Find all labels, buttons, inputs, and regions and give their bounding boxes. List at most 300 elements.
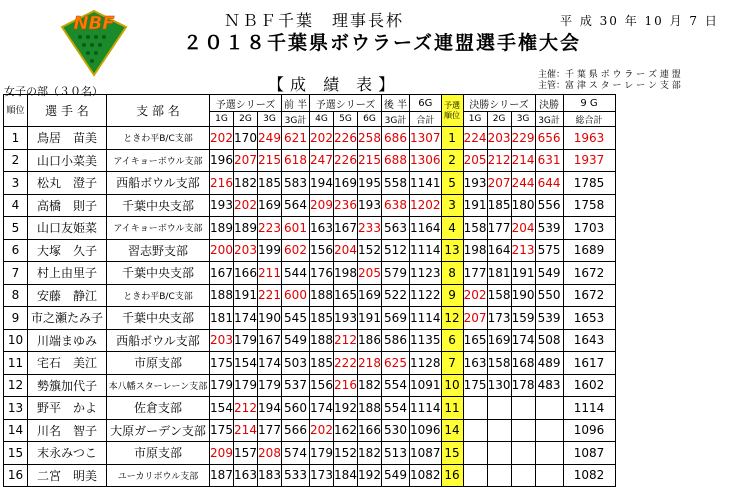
game-1-score: 154 bbox=[210, 397, 234, 420]
game-5-score: 152 bbox=[334, 442, 358, 465]
final-total bbox=[535, 397, 563, 420]
game-5-score: 162 bbox=[334, 419, 358, 442]
player-name: 二宮 明美 bbox=[28, 464, 107, 487]
second-half-total: 638 bbox=[382, 194, 410, 217]
prelim-rank: 10 bbox=[441, 374, 463, 397]
branch-name: 千葉中央支部 bbox=[107, 262, 210, 285]
final-game-3-score bbox=[511, 397, 535, 420]
first-half-total: 503 bbox=[282, 352, 310, 375]
final-total: 549 bbox=[535, 262, 563, 285]
header-6g-total: 合計 bbox=[410, 112, 442, 127]
six-game-total: 1122 bbox=[410, 284, 442, 307]
final-game-2-score: 212 bbox=[487, 149, 511, 172]
svg-text:NBF: NBF bbox=[73, 13, 115, 34]
final-game-1-score: 165 bbox=[463, 329, 487, 352]
first-half-total: 600 bbox=[282, 284, 310, 307]
six-game-total: 1141 bbox=[410, 172, 442, 195]
header-final-total: 3G計 bbox=[535, 112, 563, 127]
rank-cell: 10 bbox=[4, 329, 28, 352]
game-5-score: 165 bbox=[334, 284, 358, 307]
game-6-score: 218 bbox=[358, 352, 382, 375]
header-g4: 4G bbox=[310, 112, 334, 127]
game-2-score: 154 bbox=[234, 352, 258, 375]
branch-name: 市原支部 bbox=[107, 442, 210, 465]
grand-total: 1096 bbox=[563, 419, 615, 442]
six-game-total: 1307 bbox=[410, 127, 442, 150]
second-half-total: 513 bbox=[382, 442, 410, 465]
prelim-rank: 6 bbox=[441, 329, 463, 352]
header-prelim-series-2: 予選シリーズ bbox=[310, 95, 382, 112]
final-game-3-score: 190 bbox=[511, 284, 535, 307]
final-game-1-score bbox=[463, 397, 487, 420]
second-half-total: 554 bbox=[382, 374, 410, 397]
final-game-3-score: 244 bbox=[511, 172, 535, 195]
game-3-score: 169 bbox=[258, 194, 282, 217]
rank-cell: 8 bbox=[4, 284, 28, 307]
second-half-total: 512 bbox=[382, 239, 410, 262]
game-2-score: 163 bbox=[234, 464, 258, 487]
six-game-total: 1096 bbox=[410, 419, 442, 442]
final-game-2-score: 207 bbox=[487, 172, 511, 195]
grand-total: 1087 bbox=[563, 442, 615, 465]
branch-name: 市原支部 bbox=[107, 352, 210, 375]
game-1-score: 175 bbox=[210, 419, 234, 442]
branch-name: 千葉中央支部 bbox=[107, 194, 210, 217]
branch-name: ときわ平B/C支部 bbox=[107, 284, 210, 307]
rank-cell: 7 bbox=[4, 262, 28, 285]
game-6-score: 195 bbox=[358, 172, 382, 195]
first-half-total: 621 bbox=[282, 127, 310, 150]
final-total bbox=[535, 419, 563, 442]
prelim-rank: 7 bbox=[441, 352, 463, 375]
second-half-total: 569 bbox=[382, 307, 410, 330]
final-total: 556 bbox=[535, 194, 563, 217]
first-half-total: 537 bbox=[282, 374, 310, 397]
organizer-info bbox=[538, 70, 681, 92]
second-half-total: 688 bbox=[382, 149, 410, 172]
table-row bbox=[4, 352, 616, 375]
player-name: 山口友姫菜 bbox=[28, 217, 107, 240]
six-game-total: 1091 bbox=[410, 374, 442, 397]
header-6g: 6G bbox=[410, 95, 442, 112]
game-1-score: 216 bbox=[210, 172, 234, 195]
first-half-total: 601 bbox=[282, 217, 310, 240]
rank-cell: 11 bbox=[4, 352, 28, 375]
header-second-half: 後 半 bbox=[382, 95, 410, 112]
organizer: 主催：千 葉 県 ボ ウ ラ ー ズ 連 盟 bbox=[538, 70, 681, 80]
rank-cell: 5 bbox=[4, 217, 28, 240]
game-2-score: 170 bbox=[234, 127, 258, 150]
final-game-1-score: 158 bbox=[463, 217, 487, 240]
host: 主管：富 津 ス タ ー レ ー ン 支 部 bbox=[538, 81, 681, 91]
game-6-score: 192 bbox=[358, 464, 382, 487]
six-game-total: 1114 bbox=[410, 239, 442, 262]
first-half-total: 560 bbox=[282, 397, 310, 420]
game-2-score: 214 bbox=[234, 419, 258, 442]
rank-cell: 4 bbox=[4, 194, 28, 217]
game-4-score: 185 bbox=[310, 352, 334, 375]
final-game-3-score bbox=[511, 419, 535, 442]
final-game-1-score: 224 bbox=[463, 127, 487, 150]
grand-total: 1653 bbox=[563, 307, 615, 330]
game-1-score: 193 bbox=[210, 194, 234, 217]
game-6-score: 258 bbox=[358, 127, 382, 150]
nbf-logo bbox=[58, 7, 130, 77]
game-4-score: 247 bbox=[310, 149, 334, 172]
rank-cell: 15 bbox=[4, 442, 28, 465]
header-prelim-series-1: 予選シリーズ bbox=[210, 95, 282, 112]
final-game-2-score: 203 bbox=[487, 127, 511, 150]
game-5-score: 216 bbox=[334, 374, 358, 397]
game-5-score: 184 bbox=[334, 464, 358, 487]
rank-cell: 2 bbox=[4, 149, 28, 172]
grand-total: 1758 bbox=[563, 194, 615, 217]
final-game-1-score bbox=[463, 419, 487, 442]
game-6-score: 186 bbox=[358, 329, 382, 352]
header-g2: 2G bbox=[234, 112, 258, 127]
branch-name: 千葉中央支部 bbox=[107, 307, 210, 330]
results-heading: 【成 績 表】 bbox=[268, 75, 401, 94]
game-1-score: 167 bbox=[210, 262, 234, 285]
table-row bbox=[4, 172, 616, 195]
player-name: 勢籏加代子 bbox=[28, 374, 107, 397]
six-game-total: 1164 bbox=[410, 217, 442, 240]
game-3-score: 223 bbox=[258, 217, 282, 240]
game-5-score: 204 bbox=[334, 239, 358, 262]
game-6-score: 205 bbox=[358, 262, 382, 285]
rank-cell: 3 bbox=[4, 172, 28, 195]
grand-total: 1937 bbox=[563, 149, 615, 172]
six-game-total: 1123 bbox=[410, 262, 442, 285]
player-name: 川端まゆみ bbox=[28, 329, 107, 352]
second-half-total: 554 bbox=[382, 397, 410, 420]
game-3-score: 183 bbox=[258, 464, 282, 487]
game-3-score: 177 bbox=[258, 419, 282, 442]
final-game-2-score: 173 bbox=[487, 307, 511, 330]
game-4-score: 174 bbox=[310, 397, 334, 420]
first-half-total: 618 bbox=[282, 149, 310, 172]
game-5-score: 192 bbox=[334, 397, 358, 420]
prelim-rank: 5 bbox=[441, 172, 463, 195]
player-name: 鳥居 苗美 bbox=[28, 127, 107, 150]
first-half-total: 574 bbox=[282, 442, 310, 465]
player-name: 山口小菜美 bbox=[28, 149, 107, 172]
header-final-series: 決勝シリーズ bbox=[463, 95, 535, 112]
game-3-score: 167 bbox=[258, 329, 282, 352]
game-3-score: 249 bbox=[258, 127, 282, 150]
game-1-score: 188 bbox=[210, 284, 234, 307]
player-name: 川名 智子 bbox=[28, 419, 107, 442]
grand-total: 1114 bbox=[563, 397, 615, 420]
prelim-rank: 8 bbox=[441, 262, 463, 285]
final-game-3-score: 168 bbox=[511, 352, 535, 375]
header-branch: 支 部 名 bbox=[107, 95, 210, 127]
header-9g: 9 G bbox=[563, 95, 615, 112]
game-2-score: 203 bbox=[234, 239, 258, 262]
final-game-1-score: 205 bbox=[463, 149, 487, 172]
game-4-score: 188 bbox=[310, 284, 334, 307]
header-final-g3: 3G bbox=[511, 112, 535, 127]
header-first-half: 前 半 bbox=[282, 95, 310, 112]
game-6-score: 169 bbox=[358, 284, 382, 307]
game-5-score: 198 bbox=[334, 262, 358, 285]
final-game-3-score: 213 bbox=[511, 239, 535, 262]
second-half-total: 625 bbox=[382, 352, 410, 375]
final-total: 575 bbox=[535, 239, 563, 262]
final-game-3-score: 178 bbox=[511, 374, 535, 397]
branch-name: 西船ボウル支部 bbox=[107, 329, 210, 352]
game-4-score: 156 bbox=[310, 239, 334, 262]
first-half-total: 545 bbox=[282, 307, 310, 330]
first-half-total: 602 bbox=[282, 239, 310, 262]
game-3-score: 174 bbox=[258, 352, 282, 375]
final-game-2-score: 169 bbox=[487, 329, 511, 352]
second-half-total: 563 bbox=[382, 217, 410, 240]
game-1-score: 196 bbox=[210, 149, 234, 172]
six-game-total: 1128 bbox=[410, 352, 442, 375]
prelim-rank: 2 bbox=[441, 149, 463, 172]
prelim-rank: 12 bbox=[441, 307, 463, 330]
header-g1: 1G bbox=[210, 112, 234, 127]
game-4-score: 176 bbox=[310, 262, 334, 285]
final-game-3-score: 159 bbox=[511, 307, 535, 330]
game-2-score: 182 bbox=[234, 172, 258, 195]
final-game-2-score bbox=[487, 464, 511, 487]
header-final-g2: 2G bbox=[487, 112, 511, 127]
branch-name: 大原ガーデン支部 bbox=[107, 419, 210, 442]
game-4-score: 202 bbox=[310, 127, 334, 150]
prelim-rank: 16 bbox=[441, 464, 463, 487]
game-5-score: 222 bbox=[334, 352, 358, 375]
player-name: 野平 かよ bbox=[28, 397, 107, 420]
grand-total: 1602 bbox=[563, 374, 615, 397]
rank-cell: 13 bbox=[4, 397, 28, 420]
rank-cell: 1 bbox=[4, 127, 28, 150]
table-row bbox=[4, 329, 616, 352]
final-game-1-score: 175 bbox=[463, 374, 487, 397]
branch-name: ユーカリボウル支部 bbox=[107, 464, 210, 487]
grand-total: 1643 bbox=[563, 329, 615, 352]
game-1-score: 179 bbox=[210, 374, 234, 397]
game-6-score: 215 bbox=[358, 149, 382, 172]
final-game-3-score: 214 bbox=[511, 149, 535, 172]
game-6-score: 152 bbox=[358, 239, 382, 262]
game-1-score: 200 bbox=[210, 239, 234, 262]
final-game-1-score: 177 bbox=[463, 262, 487, 285]
six-game-total: 1202 bbox=[410, 194, 442, 217]
branch-name: 本八幡スターレーン支部 bbox=[107, 374, 210, 397]
second-half-total: 522 bbox=[382, 284, 410, 307]
header-g5: 5G bbox=[334, 112, 358, 127]
game-5-score: 226 bbox=[334, 149, 358, 172]
player-name: 宅石 美江 bbox=[28, 352, 107, 375]
game-4-score: 185 bbox=[310, 307, 334, 330]
player-name: 村上由里子 bbox=[28, 262, 107, 285]
first-half-total: 566 bbox=[282, 419, 310, 442]
game-6-score: 191 bbox=[358, 307, 382, 330]
game-3-score: 194 bbox=[258, 397, 282, 420]
game-1-score: 181 bbox=[210, 307, 234, 330]
second-half-total: 549 bbox=[382, 464, 410, 487]
six-game-total: 1114 bbox=[410, 397, 442, 420]
game-3-score: 179 bbox=[258, 374, 282, 397]
final-game-1-score: 191 bbox=[463, 194, 487, 217]
results-body bbox=[4, 127, 616, 487]
branch-name: 佐倉支部 bbox=[107, 397, 210, 420]
final-game-2-score: 181 bbox=[487, 262, 511, 285]
table-row bbox=[4, 262, 616, 285]
branch-name: 西船ボウル支部 bbox=[107, 172, 210, 195]
player-name: 大塚 久子 bbox=[28, 239, 107, 262]
game-4-score: 156 bbox=[310, 374, 334, 397]
branch-name: 習志野支部 bbox=[107, 239, 210, 262]
game-4-score: 173 bbox=[310, 464, 334, 487]
prelim-rank: 1 bbox=[441, 127, 463, 150]
final-game-2-score: 164 bbox=[487, 239, 511, 262]
final-game-3-score: 204 bbox=[511, 217, 535, 240]
game-4-score: 188 bbox=[310, 329, 334, 352]
game-1-score: 189 bbox=[210, 217, 234, 240]
results-table bbox=[3, 94, 616, 487]
game-6-score: 182 bbox=[358, 442, 382, 465]
player-name: 松丸 澄子 bbox=[28, 172, 107, 195]
player-name: 末永みつこ bbox=[28, 442, 107, 465]
six-game-total: 1087 bbox=[410, 442, 442, 465]
branch-name: ときわ平B/C支部 bbox=[107, 127, 210, 150]
final-game-2-score: 130 bbox=[487, 374, 511, 397]
division-label: 女子の部（３０名） bbox=[4, 85, 103, 98]
table-row bbox=[4, 194, 616, 217]
game-4-score: 179 bbox=[310, 442, 334, 465]
game-6-score: 166 bbox=[358, 419, 382, 442]
final-game-3-score: 174 bbox=[511, 329, 535, 352]
game-6-score: 233 bbox=[358, 217, 382, 240]
game-3-score: 190 bbox=[258, 307, 282, 330]
tournament-title: ２０１８千葉県ボウラーズ連盟選手権大会 bbox=[183, 32, 582, 54]
final-total: 644 bbox=[535, 172, 563, 195]
game-6-score: 182 bbox=[358, 374, 382, 397]
rank-cell: 12 bbox=[4, 374, 28, 397]
header-g3: 3G bbox=[258, 112, 282, 127]
table-row bbox=[4, 307, 616, 330]
final-total: 539 bbox=[535, 307, 563, 330]
grand-total: 1703 bbox=[563, 217, 615, 240]
game-3-score: 221 bbox=[258, 284, 282, 307]
game-4-score: 163 bbox=[310, 217, 334, 240]
game-2-score: 207 bbox=[234, 149, 258, 172]
final-game-1-score: 163 bbox=[463, 352, 487, 375]
game-3-score: 208 bbox=[258, 442, 282, 465]
rank-cell: 9 bbox=[4, 307, 28, 330]
game-1-score: 209 bbox=[210, 442, 234, 465]
final-game-1-score: 198 bbox=[463, 239, 487, 262]
header-final-g1: 1G bbox=[463, 112, 487, 127]
header-first-half-total: 3G計 bbox=[282, 112, 310, 127]
final-game-2-score: 158 bbox=[487, 352, 511, 375]
player-name: 市之瀬たみ子 bbox=[28, 307, 107, 330]
six-game-total: 1114 bbox=[410, 307, 442, 330]
table-row bbox=[4, 217, 616, 240]
final-total: 483 bbox=[535, 374, 563, 397]
final-game-1-score bbox=[463, 464, 487, 487]
game-5-score: 167 bbox=[334, 217, 358, 240]
game-1-score: 175 bbox=[210, 352, 234, 375]
game-2-score: 174 bbox=[234, 307, 258, 330]
final-total bbox=[535, 442, 563, 465]
table-row bbox=[4, 149, 616, 172]
header-prelim-rank: 予選順位 bbox=[441, 95, 463, 127]
final-game-3-score bbox=[511, 442, 535, 465]
table-row bbox=[4, 397, 616, 420]
game-5-score: 236 bbox=[334, 194, 358, 217]
final-total: 489 bbox=[535, 352, 563, 375]
game-4-score: 194 bbox=[310, 172, 334, 195]
game-2-score: 202 bbox=[234, 194, 258, 217]
game-3-score: 211 bbox=[258, 262, 282, 285]
prelim-rank: 3 bbox=[441, 194, 463, 217]
grand-total: 1963 bbox=[563, 127, 615, 150]
final-game-3-score: 191 bbox=[511, 262, 535, 285]
grand-total: 1617 bbox=[563, 352, 615, 375]
game-3-score: 199 bbox=[258, 239, 282, 262]
table-row bbox=[4, 442, 616, 465]
header-final: 決勝 bbox=[535, 95, 563, 112]
final-game-3-score: 180 bbox=[511, 194, 535, 217]
final-game-3-score bbox=[511, 464, 535, 487]
table-row bbox=[4, 464, 616, 487]
prelim-rank: 14 bbox=[441, 419, 463, 442]
final-game-1-score: 193 bbox=[463, 172, 487, 195]
branch-name: アイキョーボウル支部 bbox=[107, 217, 210, 240]
second-half-total: 686 bbox=[382, 127, 410, 150]
header-g6: 6G bbox=[358, 112, 382, 127]
second-half-total: 558 bbox=[382, 172, 410, 195]
final-game-1-score bbox=[463, 442, 487, 465]
branch-name: アイキョーボウル支部 bbox=[107, 149, 210, 172]
game-2-score: 212 bbox=[234, 397, 258, 420]
header-name: 選 手 名 bbox=[28, 95, 107, 127]
prelim-rank: 9 bbox=[441, 284, 463, 307]
player-name: 高橋 則子 bbox=[28, 194, 107, 217]
table-row bbox=[4, 419, 616, 442]
table-row bbox=[4, 239, 616, 262]
final-game-2-score: 158 bbox=[487, 284, 511, 307]
prelim-rank: 15 bbox=[441, 442, 463, 465]
final-game-2-score: 177 bbox=[487, 217, 511, 240]
prelim-rank: 4 bbox=[441, 217, 463, 240]
final-game-2-score bbox=[487, 442, 511, 465]
game-2-score: 157 bbox=[234, 442, 258, 465]
final-game-2-score: 185 bbox=[487, 194, 511, 217]
grand-total: 1082 bbox=[563, 464, 615, 487]
grand-total: 1672 bbox=[563, 262, 615, 285]
table-row bbox=[4, 284, 616, 307]
game-2-score: 179 bbox=[234, 329, 258, 352]
final-total: 656 bbox=[535, 127, 563, 150]
rank-cell: 6 bbox=[4, 239, 28, 262]
game-1-score: 203 bbox=[210, 329, 234, 352]
final-total: 631 bbox=[535, 149, 563, 172]
table-row bbox=[4, 127, 616, 150]
six-game-total: 1082 bbox=[410, 464, 442, 487]
first-half-total: 583 bbox=[282, 172, 310, 195]
first-half-total: 564 bbox=[282, 194, 310, 217]
final-total: 539 bbox=[535, 217, 563, 240]
six-game-total: 1135 bbox=[410, 329, 442, 352]
final-game-3-score: 229 bbox=[511, 127, 535, 150]
second-half-total: 530 bbox=[382, 419, 410, 442]
player-name: 安藤 静江 bbox=[28, 284, 107, 307]
